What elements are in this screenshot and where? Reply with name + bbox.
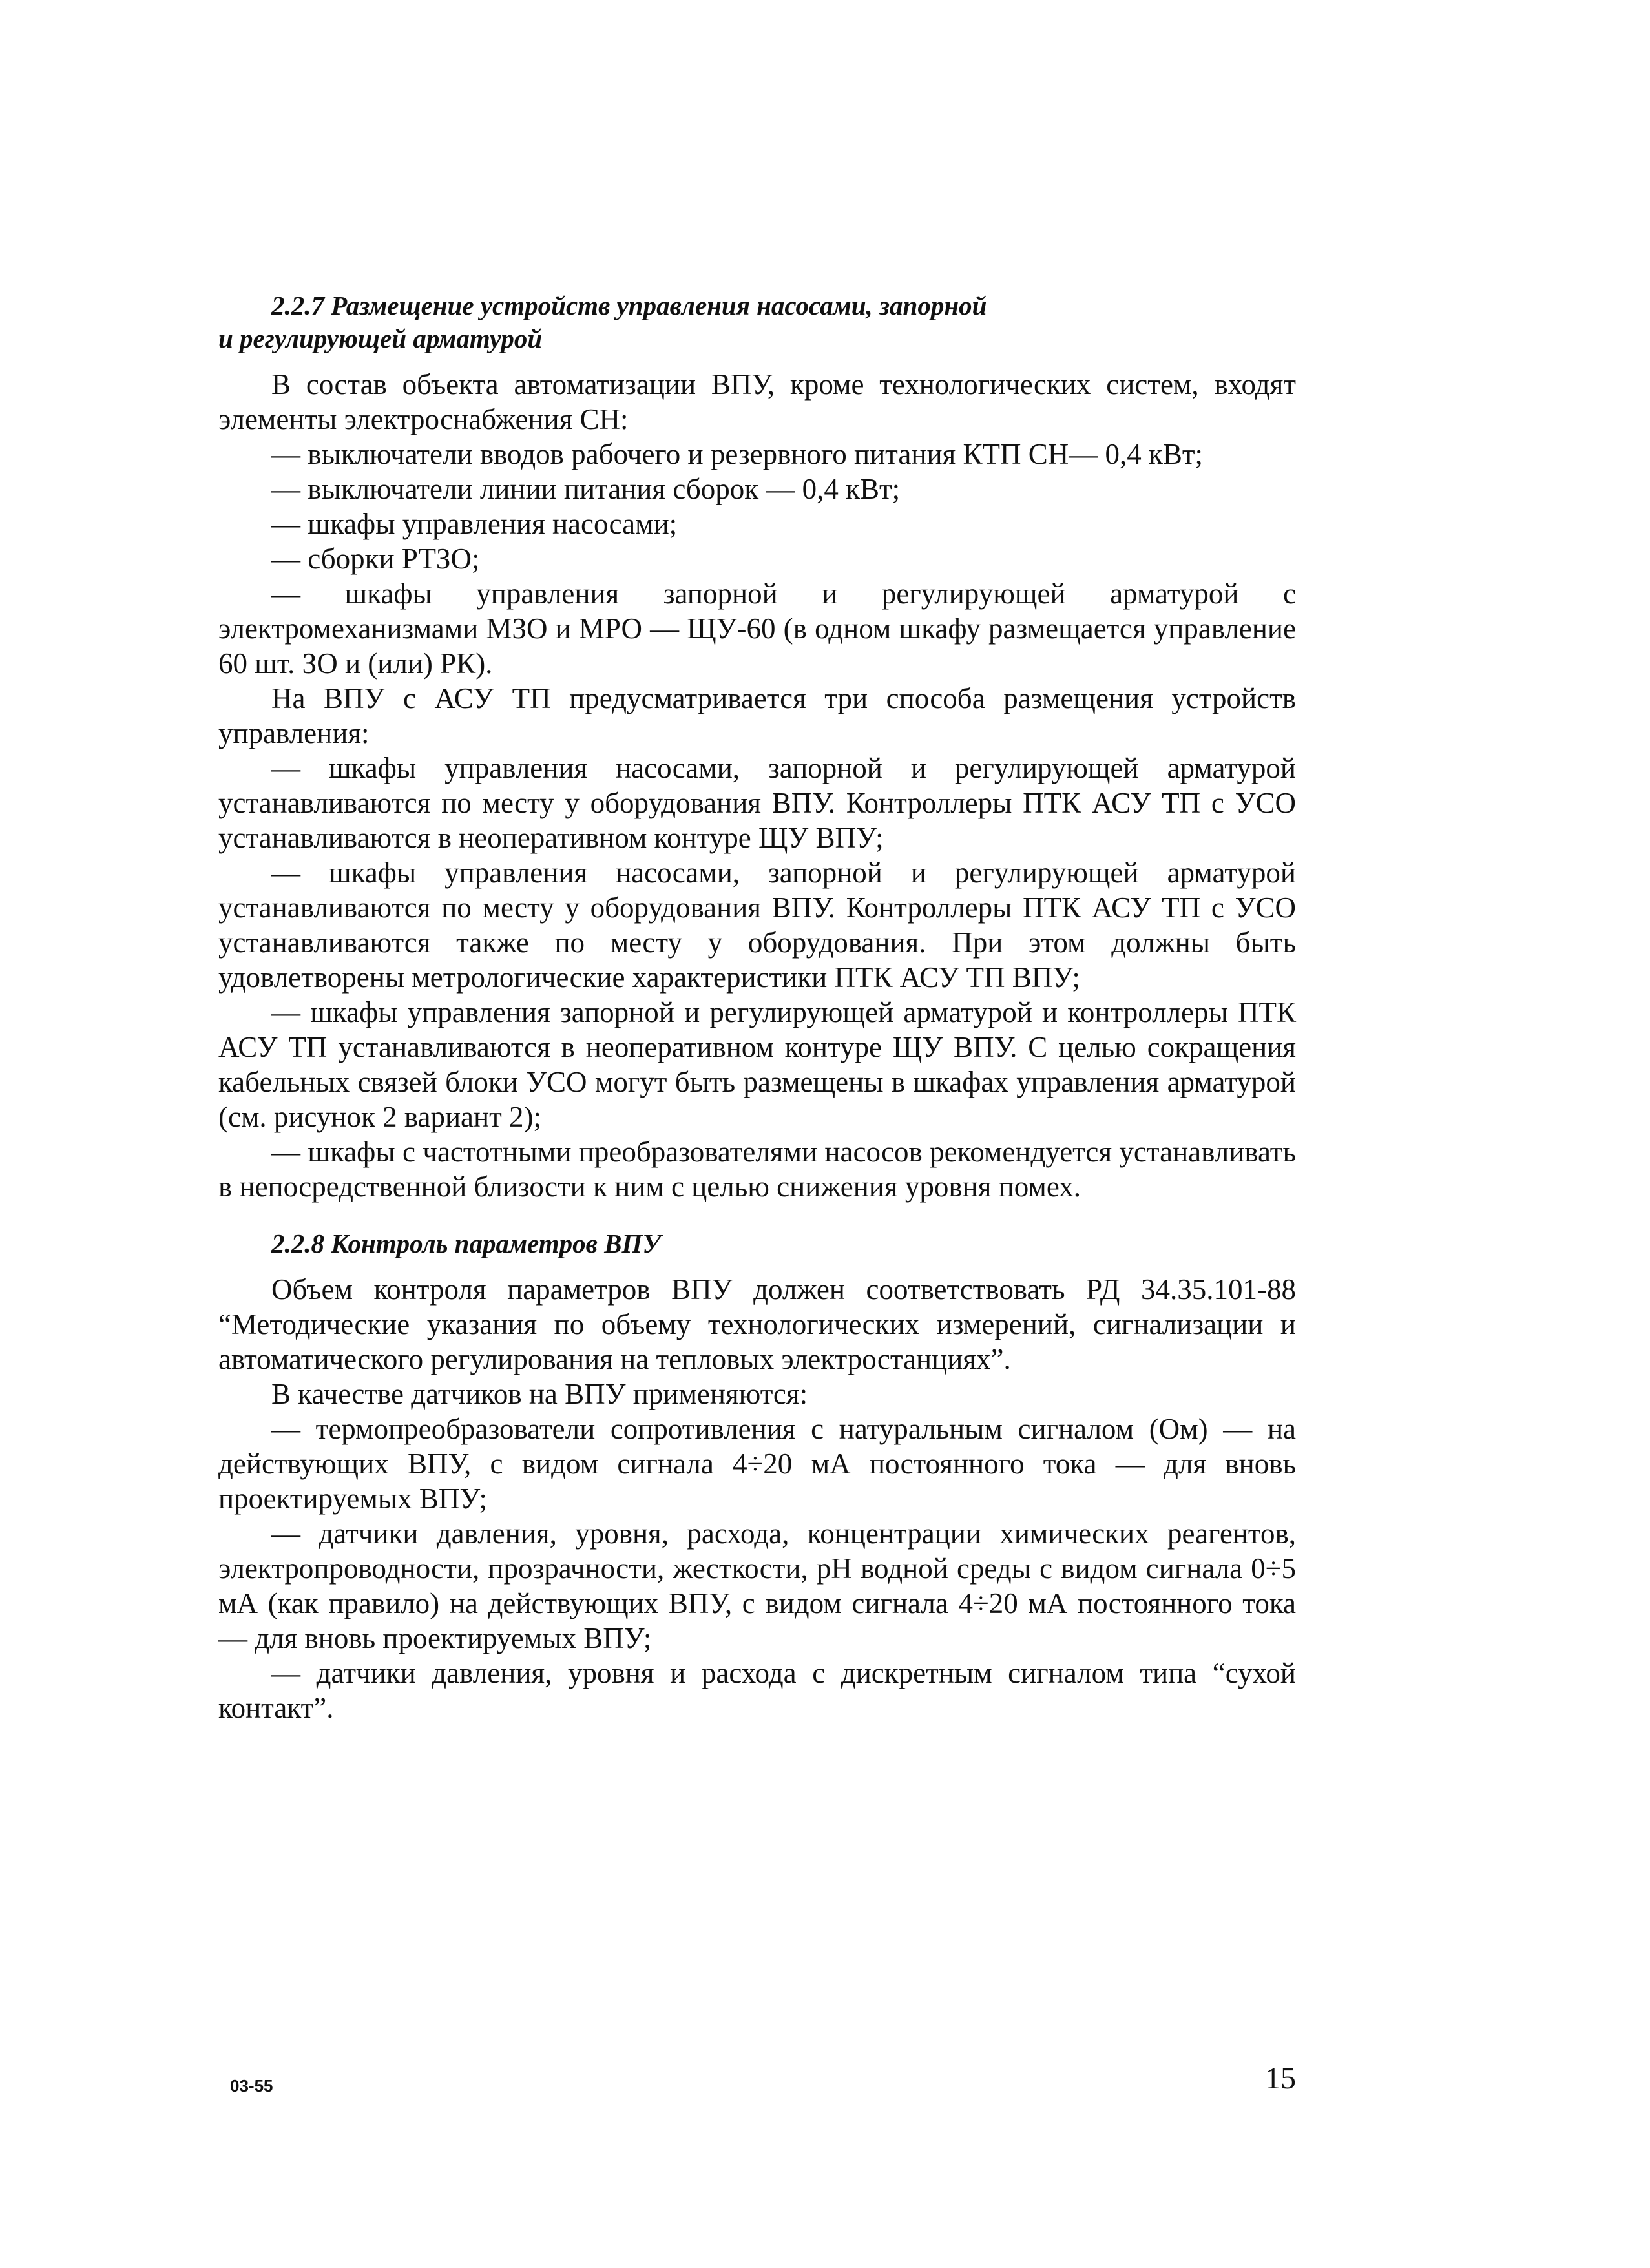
section-heading <box>218 1227 1296 1260</box>
paragraph: На ВПУ с АСУ ТП предусматривается три способа размещения устройств управления: <box>218 682 1296 749</box>
list-item: — шкафы управления насосами, запорной и регулирующей арматурой устанавливаются по месту у оборудования ВПУ. Контроллеры ПТК АСУ ТП с УСО устанавливаются также по месту у оборудования. При этом должны быть удовлетворены метрологические характеристики ПТК АСУ ТП ВПУ; <box>218 857 1296 994</box>
paragraph: В качестве датчиков на ВПУ применяются: <box>271 1378 808 1410</box>
list-item: — датчики давления, уровня и расхода с дискретным сигналом типа “сухой контакт”. <box>218 1657 1296 1724</box>
list-item: — шкафы с частотными преобразователями насосов рекомендуется устанавливать в непосредственной близости к ним с целью снижения уровня помех. <box>218 1136 1296 1203</box>
paragraph: В состав объекта автоматизации ВПУ, кроме технологических систем, входят элементы электроснабжения СН: <box>218 368 1296 435</box>
page-footer <box>230 2061 1296 2106</box>
heading-line-1: 2.2.7 Размещение устройств управления насосами, запорной <box>271 291 987 320</box>
section-gap <box>218 1204 1296 1227</box>
section-heading <box>218 289 1296 355</box>
heading-line-1: 2.2.8 Контроль параметров ВПУ <box>271 1229 661 1258</box>
list-item: — термопреобразователи сопротивления с натуральным сигналом (Ом) — на действующих ВПУ, с видом сигнала 4÷20 мА постоянного тока — для вновь проектируемых ВПУ; <box>218 1413 1296 1515</box>
section-2-2-8 <box>218 1227 1296 1725</box>
document-code: 03-55 <box>230 2076 273 2096</box>
list-item: — шкафы управления запорной и регулирующей арматурой и контроллеры ПТК АСУ ТП устанавливаются в неоперативном контуре ЩУ ВПУ. С целью сокращения кабельных связей блоки УСО могут быть размещены в шкафах управления арматурой (см. рисунок 2 вариант 2); <box>218 996 1296 1133</box>
list-item: — датчики давления, уровня, расхода, концентрации химических реагентов, электропроводности, прозрачности, жесткости, pH водной среды с видом сигнала 0÷5 мА (как правило) на действующих ВПУ, с видом сигнала 4÷20 мА постоянного тока — для вновь проектируемых ВПУ; <box>218 1517 1296 1654</box>
list-item: — сборки РТЗО; <box>271 543 480 575</box>
list-item: — шкафы управления насосами, запорной и регулирующей арматурой устанавливаются по месту у оборудования ВПУ. Контроллеры ПТК АСУ ТП с УСО устанавливаются в неоперативном контуре ЩУ ВПУ; <box>218 752 1296 854</box>
list-item: — шкафы управления запорной и регулирующей арматурой с электромеханизмами МЗО и МРО — ЩУ-60 (в одном шкафу размещается управление 60 шт. ЗО и (или) РК). <box>218 577 1296 680</box>
document-page <box>218 289 1296 1725</box>
list-item: — выключатели вводов рабочего и резервного питания КТП СН— 0,4 кВт; <box>271 438 1204 470</box>
list-item: — выключатели линии питания сборок — 0,4 кВт; <box>271 473 901 505</box>
heading-line-2: и регулирующей арматурой <box>218 324 543 353</box>
page-number: 15 <box>1265 2061 1296 2096</box>
list-item: — шкафы управления насосами; <box>271 508 678 540</box>
paragraph: Объем контроля параметров ВПУ должен соответствовать РД 34.35.101-88 “Методические указания по объему технологических измерений, сигнализации и автоматического регулирования на тепловых электростанциях”. <box>218 1273 1296 1375</box>
section-2-2-7 <box>218 289 1296 1204</box>
